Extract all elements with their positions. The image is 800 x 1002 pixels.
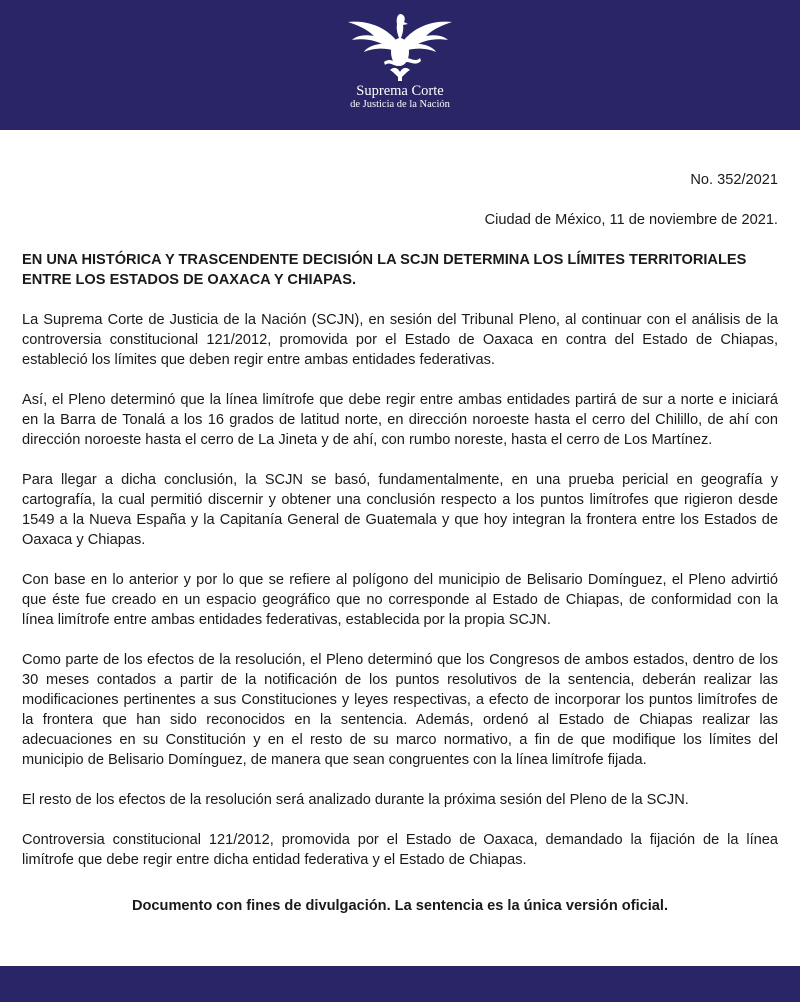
eagle-emblem-icon xyxy=(344,10,456,82)
org-name: Suprema Corte xyxy=(356,83,444,99)
paragraph: Para llegar a dicha conclusión, la SCJN se basó, fundamentalmente, en una prueba pericial en geografía y cartografía, la cual permitió discernir y obtener una conclusión respecto a los puntos limítrofes que rigieron desde 1549 a la Nueva España y la Capitanía General de Guatemala y que hoy integran la frontera entre los Estados de Oaxaca y Chiapas. xyxy=(22,472,778,548)
scjn-logo xyxy=(320,10,480,122)
paragraph: La Suprema Corte de Justicia de la Nación (SCJN), en sesión del Tribunal Pleno, al continuar con el análisis de la controversia constitucional 121/2012, promovida por el Estado de Oaxaca en contra del Estado de Chiapas, estableció los límites que deben regir entre ambas entidades federativas. xyxy=(22,312,778,368)
place-and-date: Ciudad de México, 11 de noviembre de 2021. xyxy=(484,212,778,228)
document-number: No. 352/2021 xyxy=(690,172,778,188)
press-release-body xyxy=(22,170,778,916)
paragraph: Así, el Pleno determinó que la línea limítrofe que debe regir entre ambas entidades partirá de sur a norte e iniciará en la Barra de Tonalá a los 16 grados de latitud norte, en dirección noroeste hasta el cerro del Chilillo, de ahí con dirección noroeste hasta el cerro de La Jineta y de ahí, con rumbo noreste, hasta el cerro de Los Martínez. xyxy=(22,392,778,448)
footer-band xyxy=(0,966,800,1002)
headline: EN UNA HISTÓRICA Y TRASCENDENTE DECISIÓN LA SCJN DETERMINA LOS LÍMITES TERRITORIALES ENTRE LOS ESTADOS DE OAXACA Y CHIAPAS. xyxy=(22,252,747,288)
paragraph: Con base en lo anterior y por lo que se refiere al polígono del municipio de Belisario Domínguez, el Pleno advirtió que éste fue creado en un espacio geográfico que no corresponde al Estado de Chiapas, de conformidad con la línea limítrofe entre ambas entidades federativas, establecida por la propia SCJN. xyxy=(22,572,778,628)
paragraph: Controversia constitucional 121/2012, promovida por el Estado de Oaxaca, demandado la fijación de la línea limítrofe que debe regir entre dicha entidad federativa y el Estado de Chiapas. xyxy=(22,832,778,868)
org-subtitle: de Justicia de la Nación xyxy=(350,99,450,110)
header-band xyxy=(0,0,800,130)
paragraph: El resto de los efectos de la resolución será analizado durante la próxima sesión del Pleno de la SCJN. xyxy=(22,792,689,808)
paragraph: Como parte de los efectos de la resolución, el Pleno determinó que los Congresos de ambos estados, dentro de los 30 meses contados a partir de la notificación de los puntos resolutivos de la sentencia, deberán realizar las modificaciones pertinentes a sus Constituciones y leyes respectivas, a efecto de incorporar los puntos limítrofes de la frontera que han sido reconocidos en la sentencia. Además, ordenó al Estado de Chiapas realizar las adecuaciones en su Constitución y en el resto de su marco normativo, a fin de que modifique los límites del municipio de Belisario Domínguez, de manera que sean congruentes con la línea limítrofe fijada. xyxy=(22,652,778,768)
disclaimer: Documento con fines de divulgación. La sentencia es la única versión oficial. xyxy=(131,898,669,914)
